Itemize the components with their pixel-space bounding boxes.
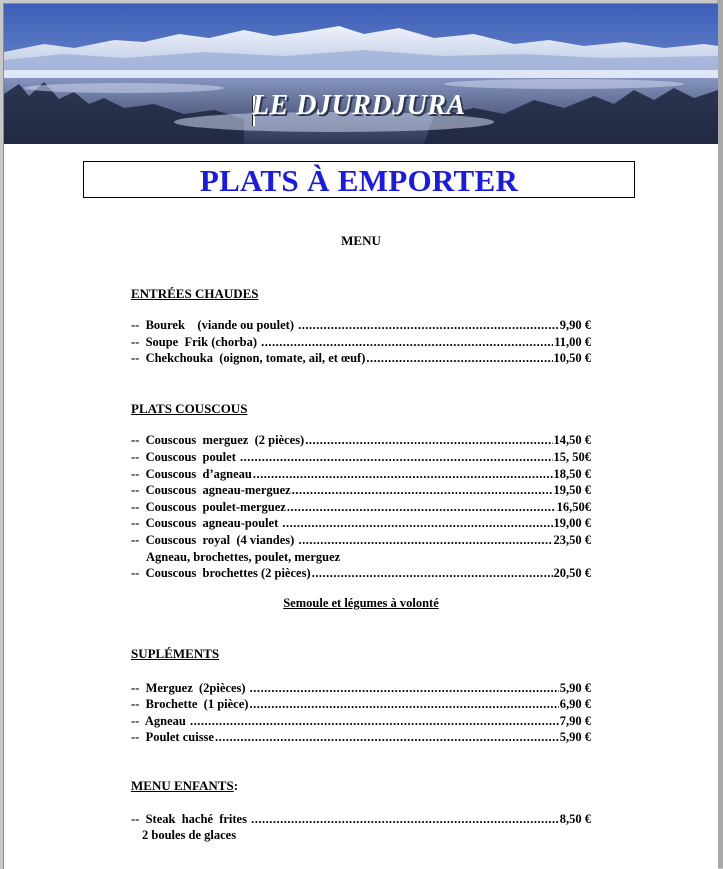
menu-label: MENU: [341, 233, 381, 248]
item-name: -- Couscous d’agneau: [131, 467, 252, 481]
enfants-heading-text: MENU ENFANTS: [131, 778, 234, 793]
item-name: -- Poulet cuisse: [131, 730, 214, 744]
brand-title: LE DJURDJURA: [252, 90, 466, 121]
item-price: 8,50 €: [559, 812, 591, 826]
item-price: 20,50 €: [553, 566, 591, 580]
mountain-banner-image: [4, 4, 718, 144]
menu-item: [131, 713, 591, 729]
section-heading-couscous: PLATS COUSCOUS: [131, 401, 248, 416]
item-price: 11,00 €: [554, 335, 591, 349]
menu-item: [131, 449, 591, 465]
item-name: -- Steak haché frites: [131, 812, 251, 826]
item-price: 5,90 €: [559, 730, 591, 744]
item-price: 14,50 €: [553, 433, 591, 447]
item-name: -- Soupe Frik (chorba): [131, 335, 261, 349]
menu-item: [131, 811, 591, 827]
item-price: 16,50€: [556, 500, 591, 514]
item-price: 18,50 €: [553, 467, 591, 481]
menu-item: [131, 350, 591, 366]
couscous-footer-note: Semoule et légumes à volonté: [283, 596, 439, 610]
item-note: Agneau, brochettes, poulet, merguez: [146, 550, 341, 564]
menu-item: [131, 532, 591, 548]
menu-item: [131, 499, 591, 515]
menu-item: [131, 432, 591, 448]
item-name: -- Couscous poulet: [131, 450, 239, 464]
menu-item: [131, 680, 591, 696]
item-name: -- Couscous agneau-merguez: [131, 483, 291, 497]
item-name: -- Merguez (2pièces): [131, 681, 249, 695]
menu-item: [131, 515, 591, 531]
item-price: 9,90 €: [559, 318, 591, 332]
item-price: 19,00 €: [553, 516, 591, 530]
item-name: -- Couscous agneau-poulet: [131, 516, 282, 530]
section-heading-supplements: SUPLÉMENTS: [131, 646, 220, 661]
item-name: -- Chekchouka (oignon, tomate, ail, et œuf): [131, 351, 366, 365]
section-heading-entrees: ENTRÉES CHAUDES: [131, 286, 259, 301]
menu-item: [131, 317, 591, 333]
item-name: -- Couscous poulet-merguez: [131, 500, 286, 514]
menu-item: [131, 466, 591, 482]
menu-item: [131, 565, 591, 581]
item-name: -- Couscous royal (4 viandes): [131, 533, 298, 547]
enfants-heading-colon: :: [233, 778, 239, 793]
menu-item: [131, 696, 591, 712]
title-box: [83, 161, 635, 198]
item-name: -- Couscous brochettes (2 pièces): [131, 566, 311, 580]
item-note: 2 boules de glaces: [142, 828, 237, 842]
menu-item: [131, 482, 591, 498]
item-price: 23,50 €: [553, 533, 591, 547]
item-name: -- Bourek (viande ou poulet): [131, 318, 298, 332]
item-name: -- Brochette (1 pièce): [131, 697, 249, 711]
item-price: 19,50 €: [553, 483, 591, 497]
document-page: [3, 3, 718, 869]
menu-item: [131, 334, 591, 350]
item-price: 15, 50€: [553, 450, 591, 464]
item-name: -- Couscous merguez (2 pièces): [131, 433, 305, 447]
item-name: -- Agneau: [131, 714, 189, 728]
item-price: 7,90 €: [559, 714, 591, 728]
page-title: PLATS À EMPORTER: [199, 163, 519, 198]
menu-item: [131, 729, 591, 745]
item-price: 10,50 €: [553, 351, 591, 365]
item-price: 5,90 €: [559, 681, 591, 695]
section-heading-enfants: [131, 778, 238, 794]
item-price: 6,90 €: [559, 697, 591, 711]
